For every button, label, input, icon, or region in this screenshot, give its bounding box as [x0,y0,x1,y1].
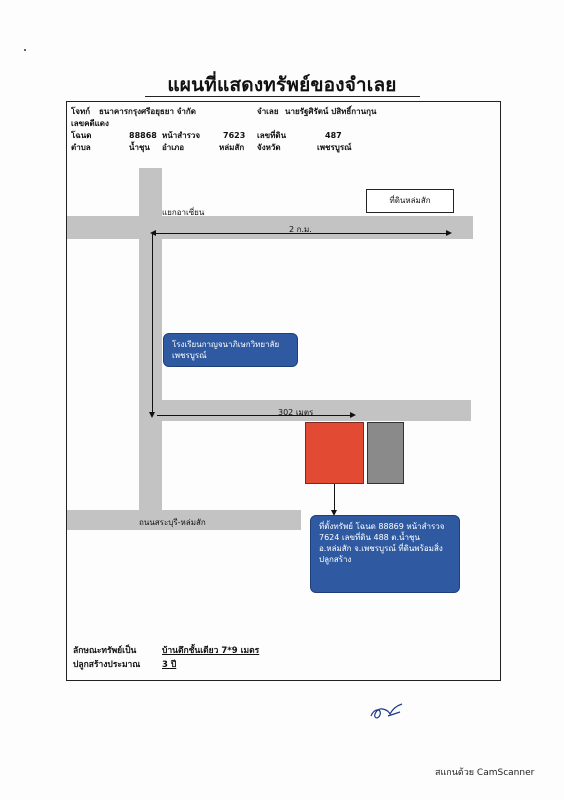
property-lot [305,422,364,484]
neighbor-lot [367,422,404,484]
top-horizontal-road [67,216,473,239]
distance-top-label: 2 ก.ม. [289,225,312,234]
district-value: หล่มสัก [219,143,245,152]
district-label: อำเภอ [162,143,185,152]
subdistrict-value: น้ำชุน [129,143,150,152]
defendant-value: นายรัฐศิรัตน์ ปสิทธิ์กานกุน [285,107,377,116]
deed-value: 88868 [129,131,157,140]
junction-label: แยกอาเซี่ยน [162,208,205,217]
survey-label: หน้าสำรวจ [162,131,201,140]
arrow-left-icon [150,230,156,236]
plaintiff-value: ธนาคารกรุงศรีอยุธยา จำกัด [99,107,196,116]
property-type-value: บ้านตึกชั้นเดียว 7*9 เมตร [162,646,260,656]
land-no-value: 487 [325,131,342,140]
arrow-right-icon-2 [350,412,356,418]
arrow-down-icon [149,412,155,418]
page-title: แผนที่แสดงทรัพย์ของจำเลย [167,74,397,96]
route-line-middle [157,415,352,416]
signature-icon [368,700,408,722]
map-frame [66,101,501,681]
province-label: จังหวัด [257,143,281,152]
built-age-label: ปลูกสร้างประมาณ [73,660,141,670]
road-name-label: ถนนสระบุรี-หล่มสัก [139,518,206,527]
scanner-watermark: สแกนด้วย CamScanner [435,768,535,778]
survey-value: 7623 [223,131,246,140]
property-type-label: ลักษณะทรัพย์เป็น [73,646,137,656]
land-office-box: ที่ดินหล่มสัก [366,189,454,213]
title-underline [145,96,420,97]
land-no-label: เลขที่ดิน [257,131,287,140]
plaintiff-label: โจทก์ [71,107,91,116]
case-label: เลขคดีแดง [71,119,109,128]
property-callout: ที่ตั้งทรัพย์ โฉนด 88869 หน้าสำรวจ 7624 เลขที่ดิน 488 ต.น้ำชุน อ.หล่มสัก จ.เพชรบูรณ์ ที่ดินพร้อมสิ่งปลูกสร้าง [310,515,460,593]
pointer-line [334,484,335,512]
defendant-label: จำเลย [257,107,279,116]
deed-label: โฉนด [71,131,92,140]
middle-horizontal-road [162,400,471,421]
province-value: เพชรบูรณ์ [317,143,352,152]
speck [24,49,26,51]
distance-side-label: 302 เมตร [278,408,314,417]
built-age-value: 3 ปี [162,660,177,670]
arrow-right-icon [446,230,452,236]
school-callout: โรงเรียนกาญจนาภิเษกวิทยาลัย เพชรบูรณ์ [163,333,298,367]
subdistrict-label: ตำบล [71,143,91,152]
route-line-vertical [152,233,153,416]
